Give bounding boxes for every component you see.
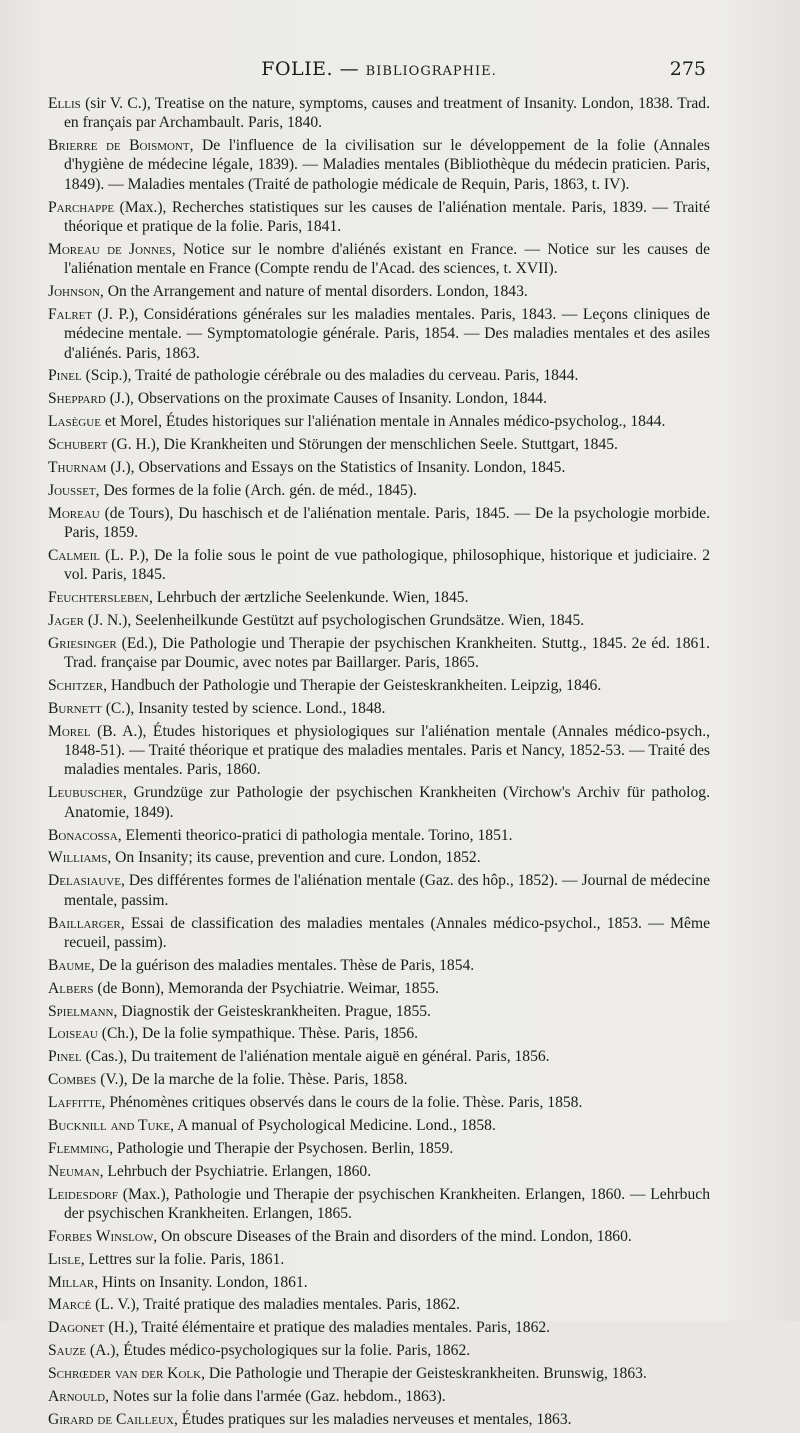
entry-author: Albers [48,979,94,997]
bibliography-entry [48,1070,710,1089]
entry-text: (J.), Observations on the proximate Causes of Insanity. London, 1844. [105,390,547,408]
bibliography-entry [48,458,710,477]
bibliography-entry [48,826,710,845]
bibliography-entry [48,722,710,780]
bibliography-list [48,94,710,1433]
entry-author: Delasiauve [48,872,121,890]
bibliography-entry [48,871,710,910]
entry-text: , On the Arrangement and nature of mental disorders. London, 1843. [99,283,528,301]
entry-author: Lasègue [48,413,101,431]
bibliography-entry [48,240,710,279]
bibliography-entry [48,1364,710,1383]
entry-text: , Des différentes formes de l'aliénation mentale (Gaz. des hôp., 1852). — Journal de médecine mentale, passim. [64,872,710,909]
entry-author: Jager [48,612,85,630]
entry-author: Sauze [48,1342,86,1360]
entry-text: (A.), Études médico-psychologiques sur la folie. Paris, 1862. [86,1342,471,1360]
entry-author: Neuman [48,1162,100,1180]
entry-text: , A manual of Psychological Medicine. Lond., 1858. [170,1116,496,1134]
entry-author: Griesinger [48,634,117,652]
bibliography-entry [48,1341,710,1360]
entry-author: Laffitte [48,1094,102,1112]
bibliography-entry [48,914,710,953]
bibliography-entry [48,305,710,363]
bibliography-entry [48,979,710,998]
bibliography-entry [48,956,710,975]
bibliography-entry [48,611,710,630]
entry-text: (G. H.), Die Krankheiten und Störungen der menschlichen Seele. Stuttgart, 1845. [107,436,618,454]
entry-text: (L. V.), Traité pratique des maladies mentales. Paris, 1862. [91,1296,461,1314]
bibliography-entry [48,699,710,718]
entry-text: (J. P.), Considérations générales sur les maladies mentales. Paris, 1843. — Leçons cliniques de médecine mentale. — Symptomatologie générale. Paris, 1854. — Des maladies mentales et des asiles d'aliénés. Paris, 1863. [64,305,710,362]
entry-text: , Grundzüge zur Pathologie der psychischen Krankheiten (Virchow's Archiv für patholog. Anatomie, 1849). [64,784,710,821]
entry-text: , Diagnostik der Geisteskrankheiten. Prague, 1855. [113,1002,431,1020]
entry-text: , Notes sur la folie dans l'armée (Gaz. hebdom., 1863). [105,1388,446,1406]
entry-text: et Morel, Études historiques sur l'aliénation mentale in Annales médico-psycholog., 1844. [100,413,666,431]
bibliography-entry [48,504,710,543]
entry-text: , Phénomènes critiques observés dans le cours de la folie. Thèse. Paris, 1858. [101,1094,583,1112]
entry-text: (de Tours), Du haschisch et de l'aliénation mentale. Paris, 1845. — De la psychologie morbide. Paris, 1859. [64,504,710,542]
entry-text: , Lehrbuch der Psychiatrie. Erlangen, 1860. [99,1162,372,1180]
entry-text: , Die Pathologie und Therapie der Geisteskrankheiten. Brunswig, 1863. [201,1365,647,1383]
entry-text: , Des formes de la folie (Arch. gén. de méd., 1845). [95,481,417,499]
entry-author: Williams [48,849,108,867]
bibliography-entry [48,1116,710,1135]
entry-text: (B. A.), Études historiques et physiologiques sur l'aliénation mentale (Annales médico-psych., 1848-51). — Traité théorique et pratique des maladies mentales. Paris et Nancy, 1852-53. — Traité des maladies mentales. Paris, 1860. [64,722,710,779]
entry-text: , Lehrbuch der ærtzliche Seelenkunde. Wien, 1845. [148,589,469,607]
bibliography-entry [48,1410,710,1429]
entry-author: Baume [48,956,91,974]
entry-author: Sheppard [48,390,106,408]
entry-author: Spielmann [48,1002,114,1020]
entry-text: (Max.), Recherches statistiques sur les causes de l'aliénation mentale. Paris, 1839. — Traité théorique et pratique de la folie. Paris, 1841. [64,198,710,235]
entry-author: Loiseau [48,1025,98,1043]
entry-author: Pinel [48,1048,82,1066]
entry-text: (H.), Traité élémentaire et pratique des maladies mentales. Paris, 1862. [104,1319,551,1337]
entry-author: Falret [48,305,93,323]
header-title: FOLIE. [261,58,334,80]
bibliography-entry [48,366,710,385]
entry-text: (L. P.), De la folie sous le point de vue pathologique, philosophique, historique et judiciaire. 2 vol. Paris, 1845. [64,546,710,584]
header-subtitle: BIBLIOGRAPHIE. [365,64,497,79]
entry-author: Leidesdorf [48,1185,119,1203]
entry-text: (Ch.), De la folie sympathique. Thèse. Paris, 1856. [97,1025,419,1043]
entry-author: Pinel [48,367,82,385]
entry-author: Arnould [48,1388,106,1406]
page-number: 275 [669,58,706,80]
running-title [48,58,710,80]
bibliography-entry [48,1318,710,1337]
bibliography-entry [48,1162,710,1181]
bibliography-entry [48,1295,710,1314]
bibliography-entry [48,1250,710,1269]
bibliography-entry [48,588,710,607]
entry-author: Calmeil [48,546,100,564]
entry-text: , De l'influence de la civilisation sur le développement de la folie (Annales d'hygiène de médecine légale, 1839). — Maladies mentales (Bibliothèque du médecin praticien. Paris, 1849). — Maladies mentales (Traité de pathologie médicale de Requin, Paris, 1863, t. IV). [64,137,710,193]
bibliography-entry [48,634,710,673]
entry-author: Moreau de Jonnes [48,240,172,258]
entry-author: Flemming [48,1139,110,1157]
bibliography-entry [48,1185,710,1224]
entry-text: (Scip.), Traité de pathologie cérébrale ou des maladies du cerveau. Paris, 1844. [81,367,579,385]
entry-text: (sir V. C.), Treatise on the nature, symptoms, causes and treatment of Insanity. London, 1838. Trad. en français par Archambault. Paris, 1840. [64,95,710,132]
entry-text: (Ed.), Die Pathologie und Therapie der psychischen Krankheiten. Stuttg., 1845. 2e éd. 1861. Trad. française par Doumic, avec notes par Baillarger. Paris, 1865. [64,634,710,672]
entry-author: Parchappe [48,198,115,216]
bibliography-entry [48,94,710,133]
entry-text: (C.), Insanity tested by science. Lond., 1848. [101,700,386,717]
entry-text: , Lettres sur la folie. Paris, 1861. [80,1250,285,1268]
entry-author: Jousset [48,481,96,499]
entry-text: (J.), Observations and Essays on the Statistics of Insanity. London, 1845. [106,458,566,476]
entry-text: (Max.), Pathologie und Therapie der psychischen Krankheiten. Erlangen, 1860. — Lehrbuch der psychischen Krankheiten. Erlangen, 1865. [64,1185,710,1222]
entry-author: Baillarger [48,914,121,932]
bibliography-entry [48,136,710,194]
entry-author: Schubert [48,436,108,454]
entry-author: Brierre de Boismont [48,137,190,155]
entry-author: Ellis [48,95,81,112]
entry-text: , Études pratiques sur les maladies nerveuses et mentales, 1863. [174,1410,572,1428]
bibliography-entry [48,546,710,585]
entry-author: Marcé [48,1296,92,1314]
bibliography-entry [48,848,710,867]
bibliography-entry [48,389,710,408]
bibliography-entry [48,198,710,237]
bibliography-entry [48,1002,710,1021]
bibliography-entry [48,783,710,822]
entry-text: , On Insanity; its cause, prevention and cure. London, 1852. [107,849,481,867]
bibliography-entry [48,1024,710,1043]
entry-text: (de Bonn), Memoranda der Psychiatrie. Weimar, 1855. [93,979,440,997]
entry-author: Feuchtersleben [48,589,149,607]
entry-author: Moreau [48,504,100,522]
entry-author: Morel [48,722,91,740]
entry-author: Burnett [48,700,102,717]
entry-text: , On obscure Diseases of the Brain and disorders of the mind. London, 1860. [153,1227,632,1245]
bibliography-entry [48,1047,710,1066]
entry-author: Bucknill and Tuke [48,1116,171,1134]
entry-text: (J. N.), Seelenheilkunde Gestützt auf psychologischen Grundsätze. Wien, 1845. [84,612,585,630]
entry-text: , Handbuch der Pathologie und Therapie der Geisteskrankheiten. Leipzig, 1846. [103,677,602,695]
entry-author: Bonacossa [48,826,118,844]
header-separator: — [339,58,360,80]
entry-text: , Essai de classification des maladies mentales (Annales médico-psychol., 1853. — Même recueil, passim). [64,914,710,951]
entry-author: Johnson [48,283,100,301]
bibliography-entry [48,676,710,695]
entry-author: Girard de Cailleux [48,1410,174,1428]
entry-text: , De la guérison des maladies mentales. Thèse de Paris, 1854. [90,956,475,974]
entry-author: Leubuscher [48,784,123,802]
entry-author: Lisle [48,1250,81,1268]
bibliography-entry [48,1139,710,1158]
entry-text: , Elementi theorico-pratici di pathologia mentale. Torino, 1851. [117,826,513,844]
entry-text: (Cas.), Du traitement de l'aliénation mentale aiguë en général. Paris, 1856. [81,1048,550,1066]
entry-author: Schrœder van der Kolk [48,1365,202,1383]
entry-text: , Hints on Insanity. London, 1861. [94,1273,308,1291]
bibliography-entry [48,1227,710,1246]
entry-author: Dagonet [48,1319,105,1337]
running-header [48,58,710,84]
entry-text: , Notice sur le nombre d'aliénés existant en France. — Notice sur les causes de l'aliénation mentale en France (Compte rendu de l'Acad. des sciences, t. XVII). [64,240,711,278]
bibliography-entry [48,412,710,431]
bibliography-entry [48,1273,710,1292]
bibliography-entry [48,1387,710,1406]
entry-text: , Pathologie und Therapie der Psychosen. Berlin, 1859. [109,1139,454,1157]
bibliography-entry [48,481,710,500]
entry-author: Combes [48,1071,97,1089]
entry-author: Millar [48,1273,95,1291]
bibliography-entry [48,282,710,301]
entry-author: Schitzer [48,677,104,695]
entry-text: (V.), De la marche de la folie. Thèse. Paris, 1858. [96,1071,408,1089]
bibliography-entry [48,1093,710,1112]
entry-author: Forbes Winslow [48,1227,154,1245]
entry-author: Thurnam [48,458,107,476]
bibliography-entry [48,435,710,454]
